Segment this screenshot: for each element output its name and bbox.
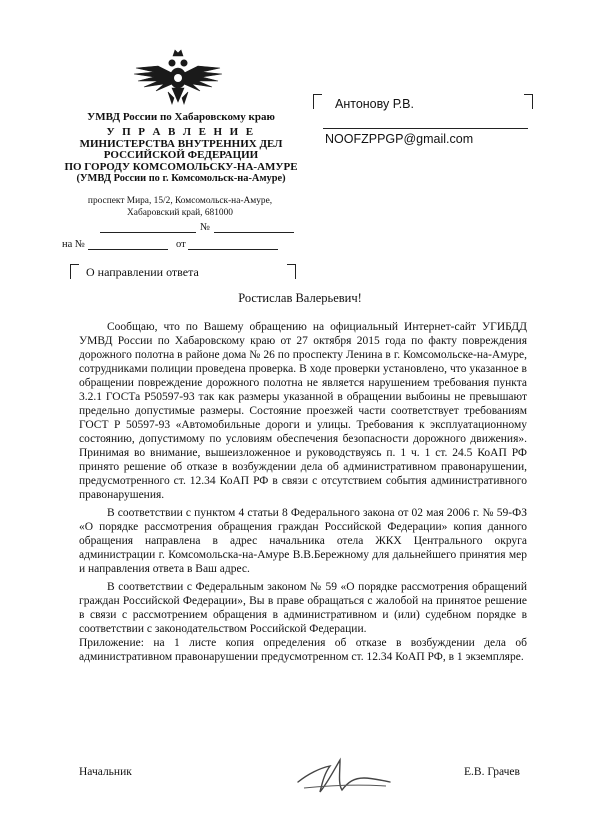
org-line-city: ПО ГОРОДУ КОМСОМОЛЬСКУ-НА-АМУРЕ [64, 160, 298, 173]
handwritten-signature [294, 752, 394, 800]
right-corner-bracket [287, 264, 296, 279]
double-headed-eagle-emblem-icon [128, 46, 228, 108]
subject-block [70, 262, 296, 280]
date-blank-line [100, 232, 196, 233]
ref-date-blank-line [188, 249, 278, 250]
right-corner-bracket [524, 94, 533, 109]
ref-number-blank-line [88, 249, 168, 250]
salutation: Ростислав Валерьевич! [238, 291, 362, 305]
body-paragraph-3: В соответствии с Федеральным законом № 59 «О порядке рассмотрения обращений граждан Российской Федерации», Вы в праве обращаться с жалобой на принятое решение в связи с рассмотрением обращения в административном и (или) судебном порядке в соответствии с законодательством Российской Федерации. [79, 581, 527, 635]
signature-block [0, 764, 600, 804]
outgoing-number-field [100, 222, 296, 234]
recipient-block [313, 94, 533, 154]
ref-prefix-label: на № [62, 239, 85, 250]
left-corner-bracket [70, 264, 79, 279]
ref-from-label: от [176, 239, 186, 250]
recipient-email: NOOFZPPGP@gmail.com [325, 132, 474, 146]
reference-number-field [62, 239, 302, 251]
left-corner-bracket [313, 94, 322, 109]
org-line-abbrev: (УМВД России по г. Комсомольск-на-Амуре) [76, 173, 286, 185]
body-paragraph-1: Сообщаю, что по Вашему обращению на официальный Интернет-сайт УГИБДД УМВД России по Хабаровскому краю от 27 октября 2015 года по факту повреждения дорожного полотна в районе дома № 26 по проспекту Ленина в г. Комсомольске-на-Амуре, сотрудниками полиции проведена проверка. В ходе проверки установлено, что указанное в обращении повреждение дорожного полотна не является нарушением требования пункта 3.2.1 ГОСТа Р50597-93 так как размеры указанной в обращении выбоины не превышают предельно допустимые размеры. Состояние проезжей части соответствует требованиям ГОСТ Р 50597-93 «Автомобильные дороги и улицы. Требования к эксплуатационному состоянию, допустимому по условиям обеспечения безопасности дорожного движения». Принимая во внимание, вышеизложенное и руководствуясь п. 1 ч. 1 ст. 24.5 КоАП РФ принято решение об отказе в возбуждении дела об административном правонарушении, предусмотренного ст. 12.34 КоАП РФ в связи с отсутствием события административного правонарушения. [79, 321, 527, 501]
org-line-directorate: У П Р А В Л Е Н И Е [106, 126, 256, 139]
body-paragraph-2: В соответствии с пунктом 4 статьи 8 Федерального закона от 02 мая 2006 г. № 59-ФЗ «О порядке рассмотрения обращения граждан Российской Федерации» копия данного обращения направлена в адрес начальника отела ЖКХ Центрального округа администрации г. Комсомольска-на-Амуре В.В.Бережному для дальнейшего принятия мер и направления ответа в Ваш адрес. [79, 507, 527, 575]
address-line-2: Хабаровский край, 681000 [127, 207, 233, 218]
sender-organization [62, 112, 300, 184]
number-blank-line [214, 232, 294, 233]
org-line-ministry-region: УМВД России по Хабаровскому краю [87, 111, 275, 123]
number-sign: № [200, 222, 211, 233]
org-line-ministry: МИНИСТЕРСТВА ВНУТРЕННИХ ДЕЛ [79, 137, 283, 150]
letter-body [79, 320, 527, 664]
subject-text: О направлении ответа [86, 265, 199, 279]
sender-address [80, 196, 280, 219]
address-line-1: проспект Мира, 15/2, Комсомольск-на-Амуре, [87, 196, 273, 206]
signer-position: Начальник [79, 766, 132, 778]
recipient-divider [323, 128, 528, 129]
recipient-name: Антонову Р.В. [335, 97, 414, 111]
org-line-federation: РОССИЙСКОЙ ФЕДЕРАЦИИ [103, 149, 259, 162]
attachment-note: Приложение: на 1 листе копия определения об отказе в возбуждении дела об административном правонарушении предусмотренном ст. 12.34 КоАП РФ, в 1 экземпляре. [79, 637, 527, 663]
signer-name: Е.В. Грачев [464, 766, 520, 778]
